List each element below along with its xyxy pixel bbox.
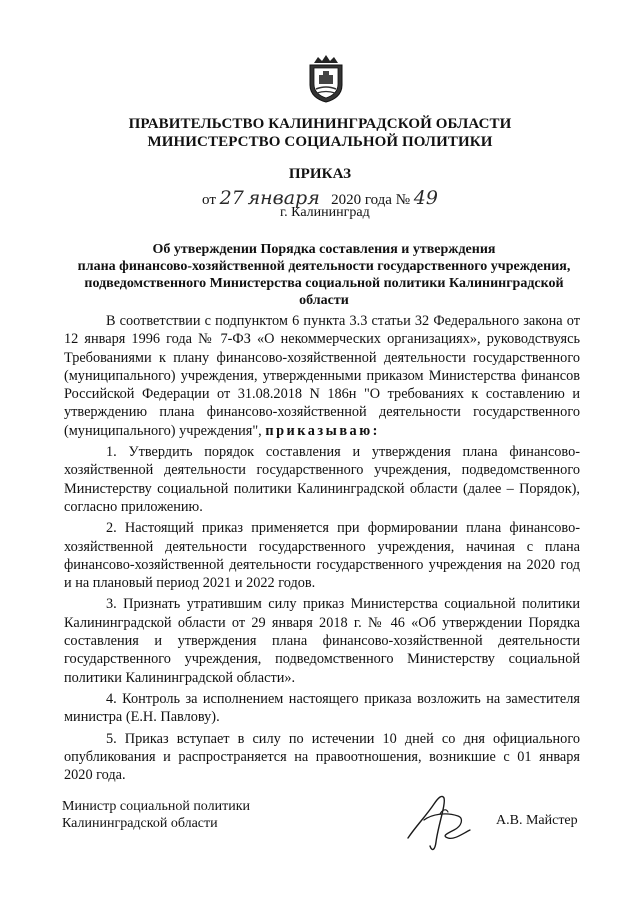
position-line: Калининградской области — [62, 816, 218, 831]
date-month: января — [247, 187, 320, 209]
date-prefix: от — [202, 192, 216, 208]
number-sign: № — [395, 192, 411, 208]
government-name: ПРАВИТЕЛЬСТВО КАЛИНИНГРАДСКОЙ ОБЛАСТИ — [128, 116, 512, 132]
date-day: 27 — [219, 187, 244, 209]
handwritten-signature-icon — [402, 786, 482, 856]
coat-of-arms-icon — [306, 53, 346, 103]
date-year: 2020 года — [331, 192, 392, 208]
signatory-position — [62, 798, 250, 832]
city: г. Калининград — [280, 205, 370, 220]
ministry-name: МИНИСТЕРСТВО СОЦИАЛЬНОЙ ПОЛИТИКИ — [147, 134, 493, 150]
document-body — [64, 312, 580, 787]
title-line: плана финансово-хозяйственной деятельности государственного учреждения, — [77, 259, 571, 274]
order-item: 5. Приказ вступает в силу по истечении 10 дней со дня официального опубликования и распространяется на правоотношения, возникшие с 01 января 2020 года. — [64, 730, 580, 784]
title-line: Об утверждении Порядка составления и утверждения — [152, 242, 496, 257]
order-item: 2. Настоящий приказ применяется при формировании плана финансово-хозяйственной деятельности государственного учреждения, начиная с плана финансово-хозяйственной деятельности государственного учреждения на 2020 год и на плановый период 2021 и 2022 годов. — [64, 520, 580, 592]
document-type: ПРИКАЗ — [288, 166, 352, 182]
order-word: приказываю: — [265, 422, 380, 439]
preamble-text: В соответствии с подпунктом 6 пункта 3.3 статьи 32 Федерального закона от 12 января 1996 года № 7-ФЗ «О некоммерческих организациях», руководствуясь Требованиями к плану финансово-хозяйственной деятельности государственного (муниципального) учреждения, утвержденными приказом Министерства финансов Российской Федерации от 31.08.2018 N 186н "О требованиях к составлению и утверждению плана финансово-хозяйственной деятельности государственного (муниципального) учреждения", — [64, 313, 580, 439]
title-line: области — [299, 293, 349, 308]
order-item: 3. Признать утратившим силу приказ Министерства социальной политики Калининградской области от 29 января 2018 г. № 46 «Об утверждении Порядка составления и утверждения плана финансово-хозяйственной деятельности государственного учреждения, подведомственного Министерству социальной политики Калининградской области». — [64, 596, 580, 686]
document-title — [60, 241, 588, 309]
position-line: Министр социальной политики — [62, 799, 251, 814]
order-item: 4. Контроль за исполнением настоящего приказа возложить на заместителя министра (Е.Н. Павлову). — [64, 690, 580, 726]
signatory-name: А.В. Майстер — [496, 813, 578, 828]
preamble-paragraph — [64, 312, 580, 440]
document-number: 49 — [413, 187, 438, 209]
order-item: 1. Утвердить порядок составления и утверждения плана финансово-хозяйственной деятельности государственного учреждения, подведомственного Министерству социальной политики Калининградской области (далее – Порядок), согласно приложению. — [64, 444, 580, 515]
title-line: подведомственного Министерства социальной политики Калининградской — [84, 276, 564, 291]
